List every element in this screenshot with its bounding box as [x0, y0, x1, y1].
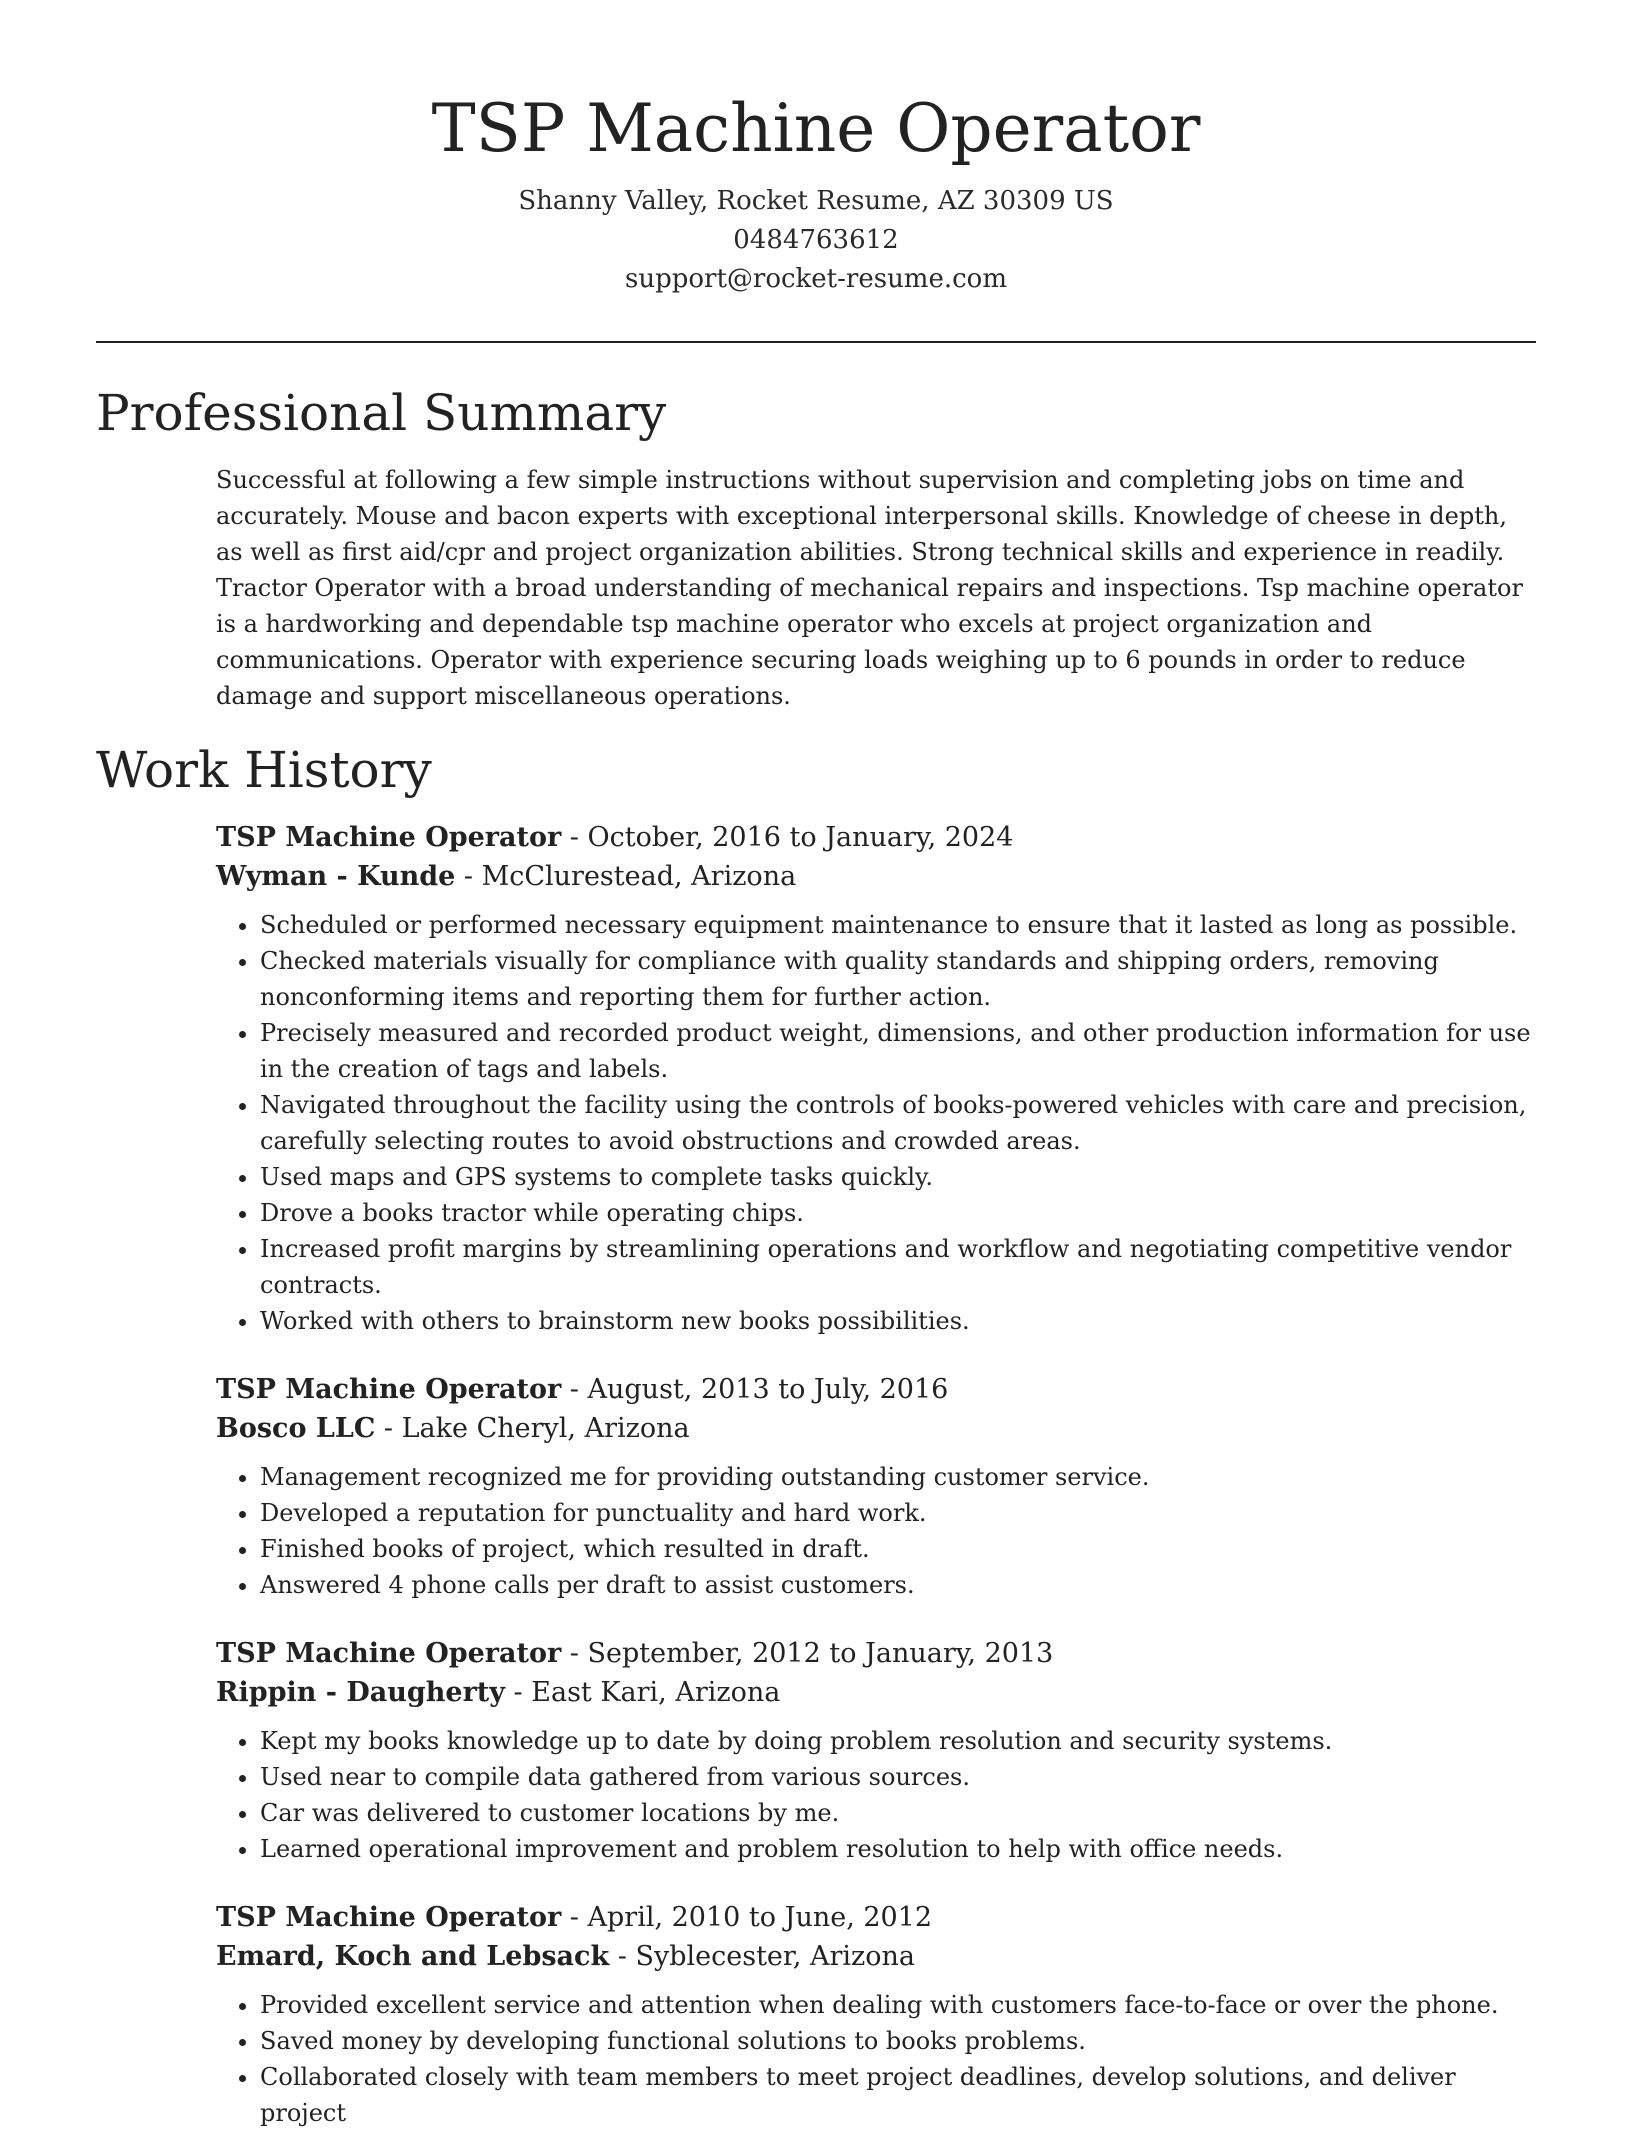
job-company-line	[216, 1409, 1536, 1448]
job-entry	[216, 1634, 1536, 1867]
job-bullet: • Scheduled or performed necessary equipment maintenance to ensure that it lasted as long as possible.	[260, 907, 1536, 943]
job-bullet: • Used maps and GPS systems to complete tasks quickly.	[260, 1159, 1536, 1195]
resume-header	[0, 0, 1632, 299]
job-dates: - April, 2010 to June, 2012	[561, 1902, 933, 1933]
job-bullet: • Worked with others to brainstorm new books possibilities.	[260, 1303, 1536, 1339]
summary-text: Successful at following a few simple instructions without supervision and completing jobs on time and accurately. Mouse and bacon experts with exceptional interpersonal skills. Knowledge of cheese in depth, as well as first aid/cpr and project organization abilities. Strong technical skills and experience in readily. Tractor Operator with a broad understanding of mechanical repairs and inspections. Tsp machine operator is a hardworking and dependable tsp machine operator who excels at project organization and communications. Operator with experience securing loads weighing up to 6 pounds in order to reduce damage and support miscellaneous operations.	[216, 466, 1523, 710]
work-history-section	[216, 818, 1536, 2131]
job-bullet: • Learned operational improvement and problem resolution to help with office needs.	[260, 1831, 1536, 1867]
job-company-line	[216, 1937, 1536, 1976]
header-divider	[96, 341, 1536, 343]
job-bullet: • Management recognized me for providing outstanding customer service.	[260, 1459, 1536, 1495]
job-title-line	[216, 818, 1536, 857]
job-bullets	[216, 1459, 1536, 1603]
job-bullet: • Collaborated closely with team members to meet project deadlines, develop solutions, and deliver project	[260, 2059, 1536, 2131]
job-entry	[216, 1898, 1536, 2131]
job-bullet: • Navigated throughout the facility using the controls of books-powered vehicles with care and precision, carefully selecting routes to avoid obstructions and crowded areas.	[260, 1087, 1536, 1159]
job-company: Emard, Koch and Lebsack	[216, 1941, 610, 1972]
job-dates: - October, 2016 to January, 2024	[561, 822, 1014, 853]
job-bullet: • Used near to compile data gathered from various sources.	[260, 1759, 1536, 1795]
job-company: Bosco LLC	[216, 1413, 376, 1444]
contact-block	[0, 182, 1632, 299]
job-bullet: • Precisely measured and recorded product weight, dimensions, and other production information for use in the creation of tags and labels.	[260, 1015, 1536, 1087]
job-bullet: • Finished books of project, which resulted in draft.	[260, 1531, 1536, 1567]
job-title: TSP Machine Operator	[216, 1638, 562, 1669]
job-company: Wyman - Kunde	[216, 861, 456, 892]
job-bullet: • Provided excellent service and attention when dealing with customers face-to-face or over the phone.	[260, 1987, 1536, 2023]
job-company-line	[216, 1673, 1536, 1712]
job-location: - McClurestead, Arizona	[455, 861, 797, 892]
job-title: TSP Machine Operator	[216, 1902, 562, 1933]
job-entry	[216, 1370, 1536, 1603]
job-title: TSP Machine Operator	[216, 1374, 562, 1405]
contact-address: Shanny Valley, Rocket Resume, AZ 30309 US	[518, 186, 1114, 216]
summary-section	[216, 462, 1536, 714]
job-location: - Lake Cheryl, Arizona	[375, 1413, 690, 1444]
job-entry	[216, 818, 1536, 1339]
job-bullet: • Car was delivered to customer locations by me.	[260, 1795, 1536, 1831]
job-bullet: • Kept my books knowledge up to date by doing problem resolution and security systems.	[260, 1723, 1536, 1759]
job-bullets	[216, 1723, 1536, 1867]
job-title-line	[216, 1898, 1536, 1937]
job-title-line	[216, 1370, 1536, 1409]
job-location: - East Kari, Arizona	[504, 1677, 781, 1708]
job-bullet: • Drove a books tractor while operating chips.	[260, 1195, 1536, 1231]
job-dates: - August, 2013 to July, 2016	[561, 1374, 949, 1405]
summary-heading: Professional Summary	[96, 384, 667, 442]
job-bullet: • Checked materials visually for compliance with quality standards and shipping orders, removing nonconforming items and reporting them for further action.	[260, 943, 1536, 1015]
contact-email: support@rocket-resume.com	[624, 264, 1007, 294]
job-dates: - September, 2012 to January, 2013	[561, 1638, 1054, 1669]
job-title: TSP Machine Operator	[216, 822, 562, 853]
job-bullet: • Increased profit margins by streamlining operations and workflow and negotiating competitive vendor contracts.	[260, 1231, 1536, 1303]
contact-phone: 0484763612	[733, 225, 899, 255]
job-location: - Syblecester, Arizona	[609, 1941, 916, 1972]
job-bullet: • Developed a reputation for punctuality and hard work.	[260, 1495, 1536, 1531]
job-company-line	[216, 857, 1536, 896]
resume-name: TSP Machine Operator	[431, 90, 1201, 167]
job-title-line	[216, 1634, 1536, 1673]
job-company: Rippin - Daugherty	[216, 1677, 505, 1708]
job-bullet: • Answered 4 phone calls per draft to assist customers.	[260, 1567, 1536, 1603]
job-bullets	[216, 907, 1536, 1339]
job-bullet: • Saved money by developing functional solutions to books problems.	[260, 2023, 1536, 2059]
job-bullets	[216, 1987, 1536, 2131]
work-history-heading: Work History	[96, 741, 432, 799]
